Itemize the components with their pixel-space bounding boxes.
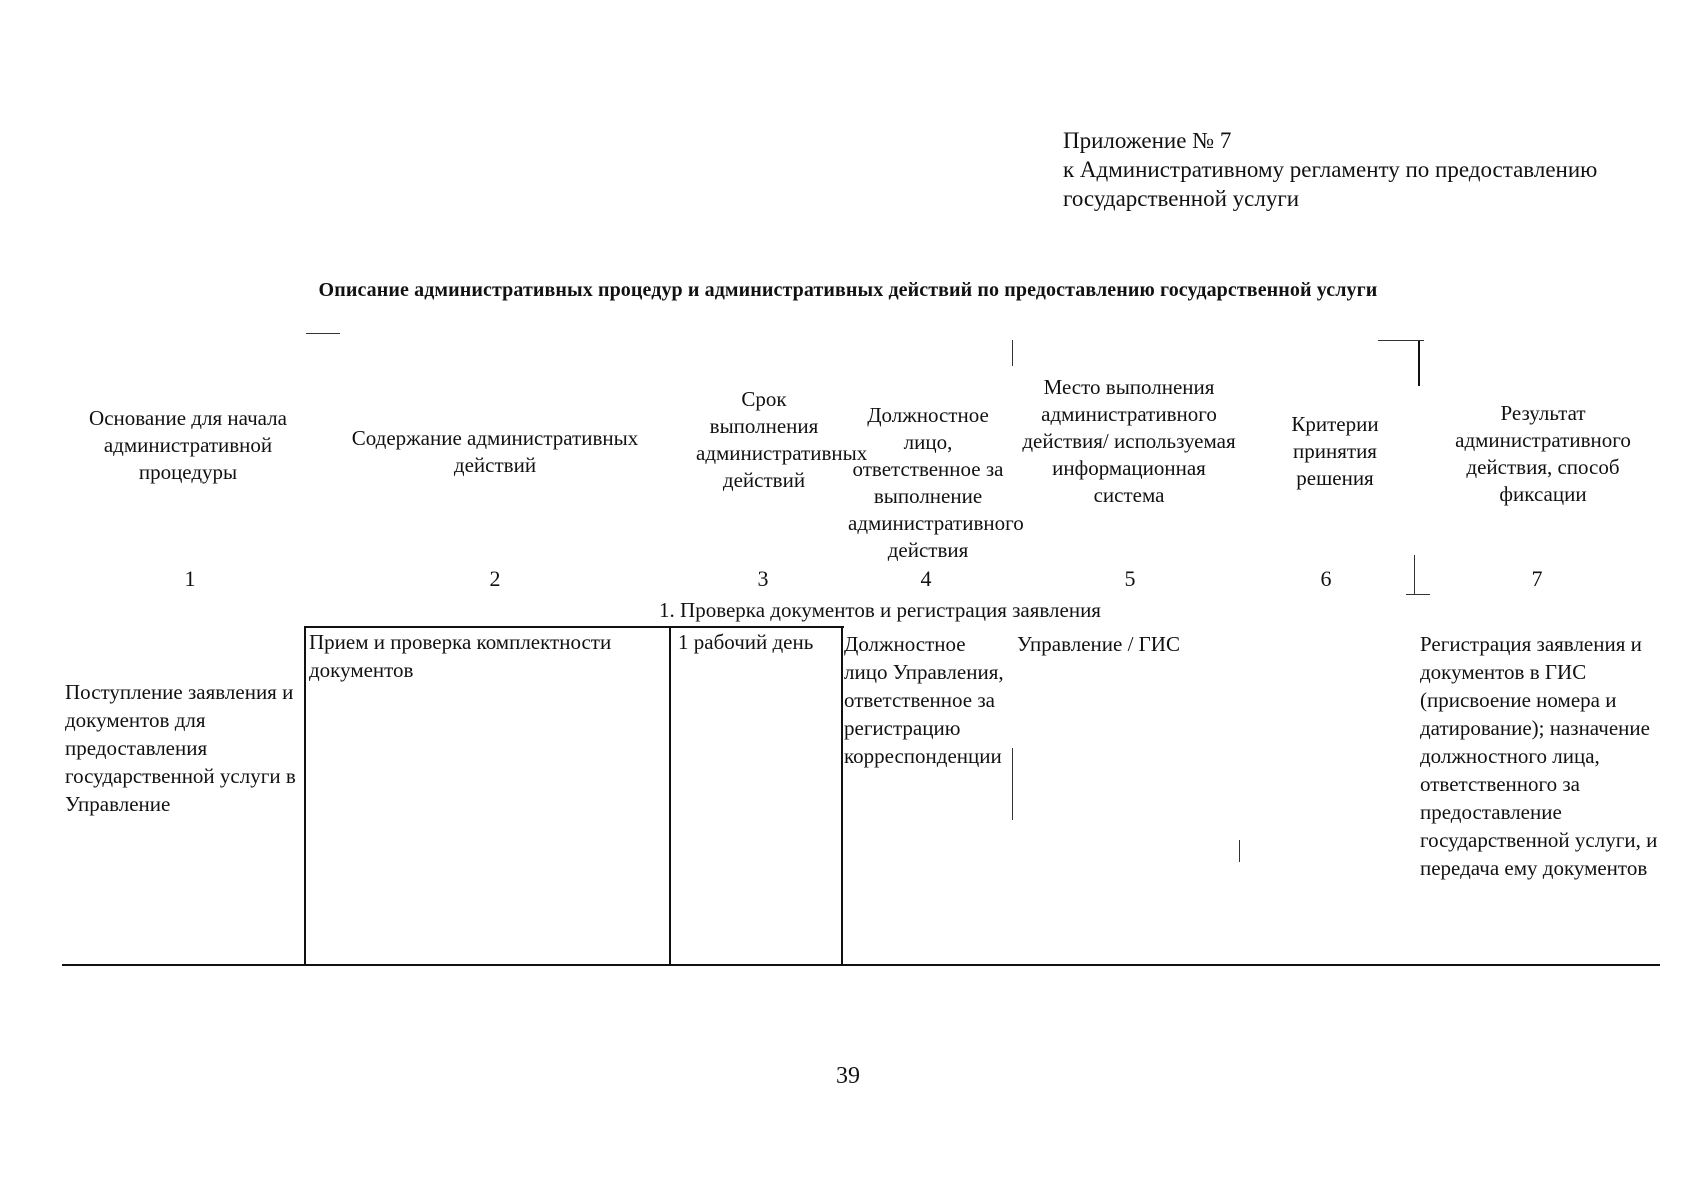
page-number: 39	[836, 1063, 860, 1089]
scan-mark	[1012, 340, 1013, 366]
cell-basis: Поступление заявления и документов для предоставления государственной услуги в Управление	[65, 680, 296, 816]
header-official: Должностное лицо, ответственное за выполнение административного действия	[848, 403, 1024, 562]
cell-result: Регистрация заявления и документов в ГИС (присвоение номера и датирование); назначение должностного лица, ответственного за предоставление государственной услуги, и передача ему документов	[1420, 632, 1658, 880]
header-basis: Основание для начала административной процедуры	[89, 406, 287, 484]
scan-mark	[1406, 594, 1430, 595]
column-number-2: 2	[489, 566, 501, 591]
header-place: Место выполнения административного действия/ используемая информационная система	[1022, 375, 1236, 507]
column-number-1: 1	[184, 566, 196, 591]
column-border-2	[669, 626, 671, 966]
scan-mark	[1012, 748, 1013, 820]
cell-official: Должностное лицо Управления, ответственное за регистрацию корреспонденции	[844, 632, 1004, 768]
header-term: Срок выполнения административных действий	[696, 387, 868, 492]
column-number-3: 3	[757, 566, 769, 591]
column-number-5: 5	[1124, 566, 1136, 591]
document-title: Описание административных процедур и административных действий по предоставлению государственной услуги	[318, 279, 1378, 301]
row-top-border	[305, 626, 844, 628]
column-number-4: 4	[920, 566, 932, 591]
header-result: Результат административного действия, способ фиксации	[1455, 401, 1631, 506]
column-number-7: 7	[1531, 566, 1543, 591]
column-border-3	[841, 626, 843, 966]
appendix-line-3: государственной услуги	[1063, 186, 1300, 211]
scan-mark	[1239, 840, 1240, 862]
cell-term: 1 рабочий день	[678, 630, 814, 654]
appendix-header	[1063, 126, 1597, 213]
appendix-line-2: к Административному регламенту по предоставлению	[1063, 157, 1598, 182]
scan-mark	[306, 333, 340, 334]
scan-mark	[1378, 340, 1424, 341]
column-number-6: 6	[1320, 566, 1332, 591]
cell-content: Прием и проверка комплектности документов	[309, 630, 612, 682]
scan-mark	[1414, 555, 1415, 595]
section-title: 1. Проверка документов и регистрация заявления	[659, 598, 1101, 622]
appendix-line-1: Приложение № 7	[1063, 128, 1232, 153]
header-criteria: Критерии принятия решения	[1291, 412, 1379, 490]
header-content: Содержание административных действий	[351, 426, 639, 477]
cell-place: Управление / ГИС	[1017, 632, 1180, 656]
column-border-1	[304, 626, 306, 966]
column-border-6-fragment	[1418, 340, 1420, 386]
table-bottom-border	[62, 964, 1660, 966]
